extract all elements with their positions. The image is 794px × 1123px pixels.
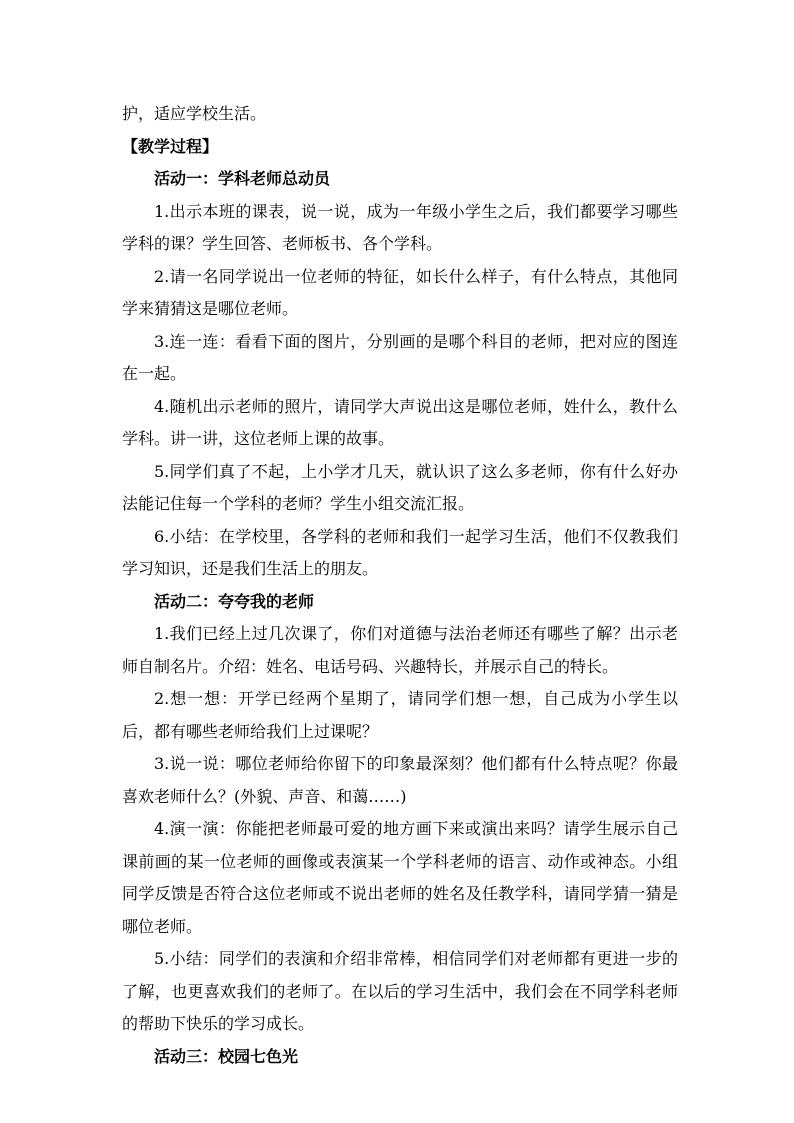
activity-1-item-1: 1.出示本班的课表，说一说，成为一年级小学生之后，我们都要学习哪些学科的课？学生回答、老师板书、各个学科。 <box>122 201 678 253</box>
activity-2-item-1: 1.我们已经上过几次课了，你们对道德与法治老师还有哪些了解？出示老师自制名片。介绍：姓名、电话号码、兴趣特长，并展示自己的特长。 <box>122 624 678 676</box>
activity-2-title: 活动二：夸夸我的老师 <box>154 591 315 611</box>
document-body <box>122 98 678 1073</box>
activity-1-item-5: 5.同学们真了不起，上小学才几天，就认识了这么多老师，你有什么好办法能记住每一个学科的老师？学生小组交流汇报。 <box>122 461 678 513</box>
activity-1-item-2: 2.请一名同学说出一位老师的特征，如长什么样子，有什么特点，其他同学来猜猜这是哪位老师。 <box>122 266 678 318</box>
activity-2-item-5: 5.小结：同学们的表演和介绍非常棒，相信同学们对老师都有更进一步的了解，也更喜欢我们的老师了。在以后的学习生活中，我们会在不同学科老师的帮助下快乐的学习成长。 <box>122 949 678 1033</box>
activity-2-item-3: 3.说一说：哪位老师给你留下的印象最深刻？他们都有什么特点呢？你最喜欢老师什么？(外貌、声音、和蔼……) <box>122 754 678 806</box>
activity-1-item-3: 3.连一连：看看下面的图片，分别画的是哪个科目的老师，把对应的图连在一起。 <box>122 331 678 383</box>
intro-tail-paragraph: 护，适应学校生活。 <box>122 104 267 123</box>
activity-1-title: 活动一：学科老师总动员 <box>154 169 331 188</box>
section-title: 【教学过程】 <box>122 136 219 156</box>
activity-3-title: 活动三：校园七色光 <box>154 1046 299 1066</box>
activity-1-item-4: 4.随机出示老师的照片，请同学大声说出这是哪位老师，姓什么，教什么学科。讲一讲，这位老师上课的故事。 <box>122 396 678 448</box>
activity-2-item-4: 4.演一演：你能把老师最可爱的地方画下来或演出来吗？请学生展示自己课前画的某一位老师的画像或表演某一个学科老师的语言、动作或神态。小组同学反馈是否符合这位老师或不说出老师的姓名及任教学科，请同学猜一猜是哪位老师。 <box>122 819 678 936</box>
activity-2-item-2: 2.想一想：开学已经两个星期了，请同学们想一想，自己成为小学生以后，都有哪些老师给我们上过课呢？ <box>122 689 678 741</box>
activity-1-item-6: 6.小结：在学校里，各学科的老师和我们一起学习生活，他们不仅教我们学习知识，还是我们生活上的朋友。 <box>122 526 678 578</box>
